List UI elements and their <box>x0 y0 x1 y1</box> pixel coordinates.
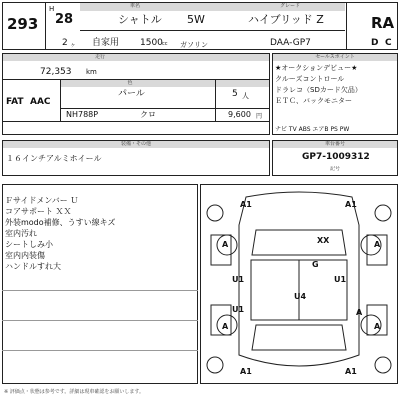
inspector-note-6: 室内内装傷 <box>5 251 45 260</box>
month-value: 2 <box>62 38 68 48</box>
lot-number: 293 <box>7 15 39 33</box>
grade-label: グレード <box>279 3 300 9</box>
damage-mark-2: A1 <box>345 200 357 209</box>
model-code: DAA-GP7 <box>270 38 311 48</box>
damage-mark-6: A <box>374 240 381 249</box>
displacement-unit: cc <box>162 41 168 47</box>
color-code: NH788P <box>66 110 99 119</box>
year-era: H <box>49 5 55 13</box>
mileage: 72,353 <box>40 67 72 77</box>
capacity: 5 <box>232 89 238 99</box>
price-unit: 円 <box>256 113 263 120</box>
mileage-label: 走行 <box>94 54 105 60</box>
inspector-note-2: コアサポート ＸＸ <box>5 207 72 216</box>
damage-mark-14: A1 <box>240 367 252 376</box>
month-unit: ヶ <box>70 42 77 49</box>
price: 9,600 <box>228 110 251 119</box>
color-label: 色 <box>127 80 133 86</box>
model-name: シャトル <box>118 13 162 26</box>
spec-label-row-1 <box>3 54 269 61</box>
spec-label-row-2 <box>60 80 269 87</box>
capacity-unit: 人 <box>242 92 249 100</box>
usage: 自家用 <box>92 38 120 48</box>
equipment-item-4: ＥＴＣ、バックモニター <box>275 97 352 105</box>
equipment-item-2: クルーズコントロール <box>275 75 345 83</box>
score-box <box>346 2 398 50</box>
year-value: 28 <box>55 12 74 27</box>
inspector-note-5: シートしみ小 <box>5 240 53 249</box>
aircon: AAC <box>30 97 51 107</box>
grade: ハイブリッド Z <box>248 13 324 26</box>
gearshift: FAT <box>6 97 24 107</box>
damage-mark-9: U1 <box>232 305 245 314</box>
damage-mark-13: A <box>374 322 381 331</box>
car-diagram <box>201 185 397 383</box>
equipment-item-3: ドラレコ（SDカード欠品） <box>275 86 362 94</box>
score-sub-1: D <box>371 38 379 48</box>
damage-mark-8: U1 <box>334 275 347 284</box>
damage-mark-12: A <box>356 308 363 317</box>
inspector-note-1: Ｆサイドメンバー Ｕ <box>5 196 79 205</box>
damage-mark-5: G <box>312 260 319 269</box>
score: RA <box>371 14 395 32</box>
car-diagram-box <box>200 184 398 384</box>
fuel: ガソリン <box>180 41 208 49</box>
mileage-unit: km <box>86 68 97 76</box>
chassis-number: GP7-1009312 <box>302 152 370 162</box>
color: パール <box>118 89 145 99</box>
displacement: 1500 <box>140 38 163 48</box>
spec-divider-3 <box>2 121 270 122</box>
note-line-1 <box>2 290 198 291</box>
footer-note: ※ 評価点・状態は参考です。詳細は現車確認をお願いします。 <box>4 389 144 395</box>
damage-mark-11: A <box>222 322 229 331</box>
damage-mark-15: A1 <box>345 367 357 376</box>
inspector-note-7: ハンドルすれ大 <box>5 262 61 271</box>
inspector-note-3: 外装modo補修、うすい線キズ <box>5 218 116 227</box>
damage-mark-7: U1 <box>232 275 245 284</box>
inspector-note-4: 室内汚れ <box>5 229 37 238</box>
header-divider <box>80 30 345 31</box>
chassis-label: 車台番号 <box>273 141 397 148</box>
score-sub-2: C <box>385 38 392 48</box>
damage-mark-3: A <box>222 240 229 249</box>
equipment-header: セールスポイント <box>273 54 397 61</box>
equipment-item-1: ★オークションデビュー★ <box>275 64 358 72</box>
maker-label: 車名 <box>129 3 140 9</box>
spec-vline-1 <box>60 80 61 121</box>
chassis-sub: 記号 <box>329 166 340 172</box>
color-code-2: クロ <box>140 110 156 119</box>
note-line-2 <box>2 320 198 321</box>
spec-vline-2 <box>215 80 216 121</box>
lot-number-box <box>2 2 46 50</box>
options-header: 装備・その他 <box>3 141 269 148</box>
equipment-icons: ナビ TV ABS エアB PS PW <box>275 126 350 133</box>
damage-mark-10: U4 <box>294 292 307 301</box>
note-line-3 <box>2 350 198 351</box>
damage-mark-1: A1 <box>240 200 252 209</box>
option-note: １６インチアルミホイール <box>6 154 102 163</box>
doors: 5W <box>187 13 205 26</box>
damage-mark-4: XX <box>317 236 330 245</box>
